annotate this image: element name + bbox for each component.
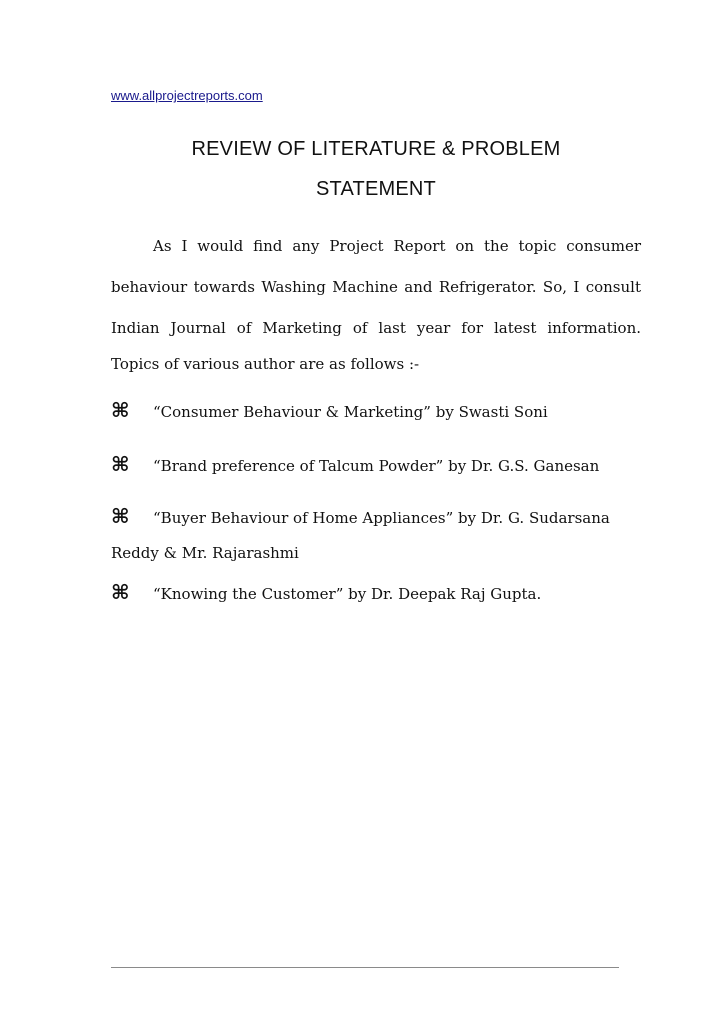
website-link[interactable]: www.allprojectreports.com (111, 88, 263, 103)
footer-divider (111, 967, 619, 968)
command-bullet-icon: ⌘ (111, 452, 130, 476)
paragraph-line-1: As I would find any Project Report on the topic consumer (153, 237, 641, 255)
page-title-line-1: REVIEW OF LITERATURE & PROBLEM (191, 138, 561, 160)
paragraph-line-4: Topics of various author are as follows :- (111, 355, 420, 373)
bullet-item-2: “Brand preference of Talcum Powder” by Dr. G.S. Ganesan (153, 457, 600, 475)
paragraph-line-2: behaviour towards Washing Machine and Refrigerator. So, I consult (111, 278, 641, 296)
command-bullet-icon: ⌘ (111, 398, 130, 422)
command-bullet-icon: ⌘ (111, 580, 130, 604)
bullet-item-4: “Knowing the Customer” by Dr. Deepak Raj Gupta. (153, 585, 542, 603)
bullet-item-3-continuation: Reddy & Mr. Rajarashmi (111, 544, 299, 562)
page-title-line-2: STATEMENT (316, 178, 436, 200)
bullet-item-3: “Buyer Behaviour of Home Appliances” by Dr. G. Sudarsana (153, 509, 610, 527)
command-bullet-icon: ⌘ (111, 504, 130, 528)
paragraph-line-3: Indian Journal of Marketing of last year for latest information. (111, 319, 641, 337)
bullet-item-1: “Consumer Behaviour & Marketing” by Swasti Soni (153, 403, 548, 421)
